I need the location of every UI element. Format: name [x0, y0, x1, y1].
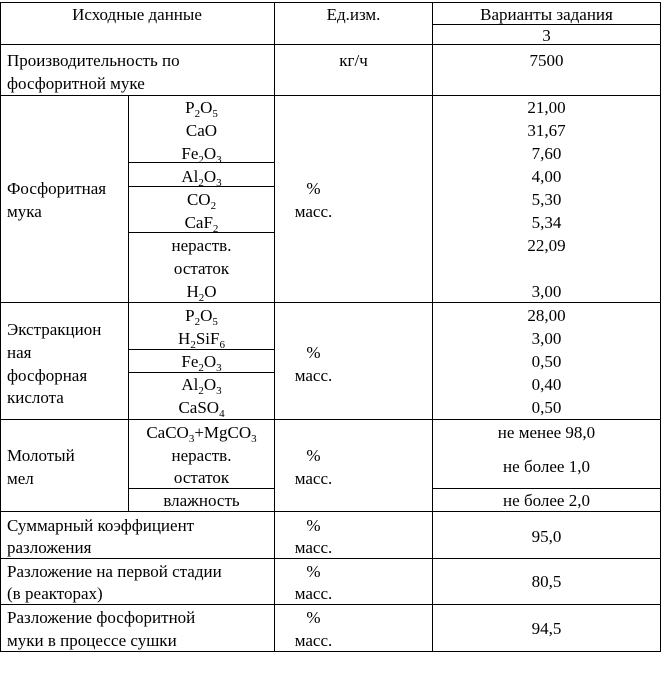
component-formula: CaF$_2$ [184, 213, 219, 235]
component-formula: CaCO$_3$+MgCO$_3$ [146, 423, 257, 445]
phosphorite-unit: масс. [294, 202, 333, 221]
phosphorite-label: Фосфоритная [7, 179, 107, 198]
component-label: остаток [173, 468, 230, 487]
acid-label: фосфорная [7, 366, 88, 385]
component-value: 5,34 [531, 213, 562, 232]
header-source: Исходные данные [72, 5, 202, 24]
component-value: 0,50 [531, 352, 562, 371]
component-formula: $CO_2$ [186, 190, 217, 212]
component-formula: $Al_2O_3$ [181, 375, 222, 397]
chalk-label: Молотый [7, 446, 75, 465]
chalk-unit: масс. [294, 469, 333, 488]
chalk-label: мел [7, 469, 34, 488]
component-value: 22,09 [527, 236, 566, 255]
component-formula: $Al_2O_3$ [181, 167, 222, 189]
row-value: 94,5 [531, 619, 562, 638]
productivity-label: фосфоритной муке [7, 74, 145, 93]
row-unit: масс. [294, 538, 333, 557]
row-value: 95,0 [531, 527, 562, 546]
row-unit: % [306, 562, 321, 581]
row-label: (в реакторах) [7, 584, 103, 603]
row-label: Разложение на первой стадии [7, 562, 222, 581]
component-label: нераств. [171, 236, 232, 255]
productivity-label: Производительность по [7, 51, 180, 70]
rule [660, 2, 661, 652]
component-formula: $Fe_2O_3$ [181, 352, 222, 374]
row-value: 80,5 [531, 572, 562, 591]
component-label: нераств. [171, 446, 232, 465]
component-formula: $Fe_2O_3$ [181, 144, 222, 166]
acid-label: ная [7, 343, 32, 362]
row-label: Разложение фосфоритной [7, 608, 196, 627]
header-variants: Варианты задания [480, 5, 613, 24]
component-label: остаток [173, 259, 230, 278]
component-label: влажность [163, 491, 240, 510]
component-value: 21,00 [527, 98, 566, 117]
component-formula: $H_2SiF_6$ [178, 329, 225, 351]
component-value: не более 2,0 [503, 491, 590, 510]
component-value: 31,67 [527, 121, 566, 140]
row-unit: % [306, 516, 321, 535]
acid-label: кислота [7, 388, 64, 407]
productivity-unit: кг/ч [339, 51, 368, 70]
row-unit: % [306, 608, 321, 627]
rule [0, 419, 661, 420]
row-label: муки в процессе сушки [7, 631, 177, 650]
row-unit: масс. [294, 584, 333, 603]
acid-unit: % [306, 343, 321, 362]
header-variant-number: 3 [542, 26, 551, 45]
component-value: не менее 98,0 [497, 423, 596, 442]
productivity-value: 7500 [529, 51, 564, 70]
component-value: 3,00 [531, 282, 562, 301]
component-value: 0,50 [531, 398, 562, 417]
row-unit: масс. [294, 631, 333, 650]
component-formula: CaO [185, 121, 218, 140]
chalk-unit: % [306, 446, 321, 465]
row-label: разложения [7, 538, 92, 557]
acid-unit: масс. [294, 366, 333, 385]
acid-label: Экстракцион [7, 320, 102, 339]
row-label: Суммарный коэффициент [7, 516, 195, 535]
component-formula: $P_2O_5$ [185, 306, 218, 328]
component-formula: $P_2O_5$ [185, 98, 218, 120]
component-value: 3,00 [531, 329, 562, 348]
component-value: 5,30 [531, 190, 562, 209]
phosphorite-unit: % [306, 179, 321, 198]
component-value: 7,60 [531, 144, 562, 163]
rule [0, 2, 1, 652]
component-formula: $H_2O$ [186, 282, 217, 304]
component-value: 4,00 [531, 167, 562, 186]
phosphorite-label: мука [7, 202, 42, 221]
component-value: 0,40 [531, 375, 562, 394]
component-value: 28,00 [527, 306, 566, 325]
component-value: не более 1,0 [503, 457, 590, 476]
component-formula: CaSO$_4$ [178, 398, 225, 420]
header-unit: Ед.изм. [326, 5, 381, 24]
